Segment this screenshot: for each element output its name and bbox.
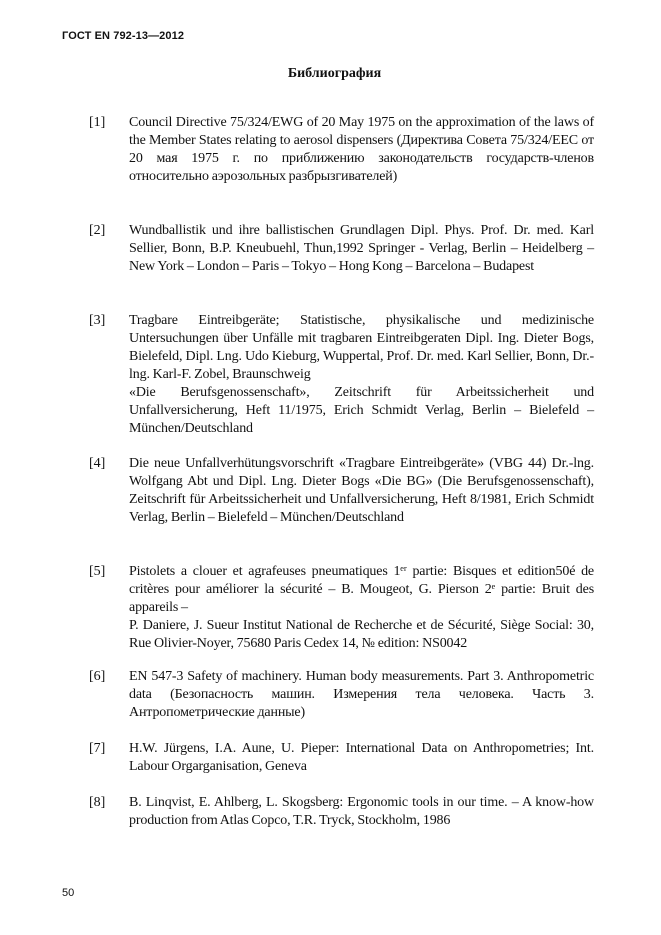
entry-text: Council Directive 75/324/EWG of 20 May 1975 on the approximation of the laws of the Member States relating to aerosol dispensers (Директива Совета 75/324/ЕЕС от 20 мая 1975 г. по приближению законодательств государств-членов относительно аэрозольных разбрызгивателей) (129, 115, 594, 184)
page-title: Библиография (287, 66, 382, 81)
entry-text: Wundballistik und ihre ballistischen Grundlagen Dipl. Phys. Prof. Dr. med. Karl Sellier, Bonn, B.P. Kneubuehl, Thun,1992 Springer - Verlag, Berlin – Heidelberg – New York – London – Paris – Tokyo – Hong Kong – Barcelona – Budapest (129, 223, 594, 274)
entry-text: H.W. Jürgens, I.A. Aune, U. Pieper: International Data on Anthropometries; Int. Labour Orgarganisation, Geneva (129, 741, 594, 774)
entry-number: [4] (89, 456, 106, 471)
entry-number: [8] (89, 795, 106, 810)
standard-code-header: ГОСТ EN 792-13—2012 (62, 30, 185, 42)
entry-number: [7] (89, 741, 106, 756)
page-number: 50 (62, 887, 75, 899)
entry-number: [6] (89, 669, 106, 684)
entry-number: [1] (89, 115, 106, 130)
entry-number: [2] (89, 223, 106, 238)
entry-text: Die neue Unfallverhütungsvorschrift «Tragbare Eintreibgeräte» (VBG 44) Dr.-lng. Wolfgang Abt und Dipl. Lng. Dieter Bogs «Die BG» (Die Berufsgenossenschaft), Zeitschrift für Arbeitssicherheit und Unfallversicherung, Heft 8/1981, Erich Schmidt Verlag, Berlin – Bielefeld – München/Deutschland (129, 456, 594, 525)
entry-number: [3] (89, 313, 106, 328)
entry-text: Tragbare Eintreibgeräte; Statistische, physikalische und medizinische Untersuchungen über Unfälle mit tragbaren Eintreibgeraten Dipl. Ing. Dieter Bogs, Bielefeld, Dipl. Lng. Udo Kieburg, Wuppertal, Prof. Dr. med. Karl Sellier, Bonn, Dr.-lng. Karl-F. Zobel, Braunschweig «Die Berufsgenossenschaft», Zeitschrift für Arbeitssicherheit und Unfallversicherung, Heft 11/1975, Erich Schmidt Verlag, Berlin – Bielefeld – München/Deutschland (129, 313, 594, 436)
entry-number: [5] (89, 564, 106, 579)
entry-text: EN 547-3 Safety of machinery. Human body measurements. Part 3. Anthropometric data (Безопасность машин. Измерения тела человека. Часть 3. Антропометрические данные) (129, 669, 594, 720)
entry-text: Pistolets a clouer et agrafeuses pneumatiques 1ᵉʳ partie: Bisques et edition50é de critères pour améliorer la sécurité – B. Mougeot, G. Pierson 2ᵉ partie: Bruit des appareils – P. Daniere, J. Sueur Institut National de Recherche et de Sécurité, Siège Social: 30, Rue Olivier-Noyer, 75680 Paris Cedex 14, № edition: NS0042 (129, 564, 594, 651)
entry-text: B. Linqvist, E. Ahlberg, L. Skogsberg: Ergonomic tools in our time. – A know-how production from Atlas Copco, T.R. Tryck, Stockholm, 1986 (129, 795, 594, 828)
